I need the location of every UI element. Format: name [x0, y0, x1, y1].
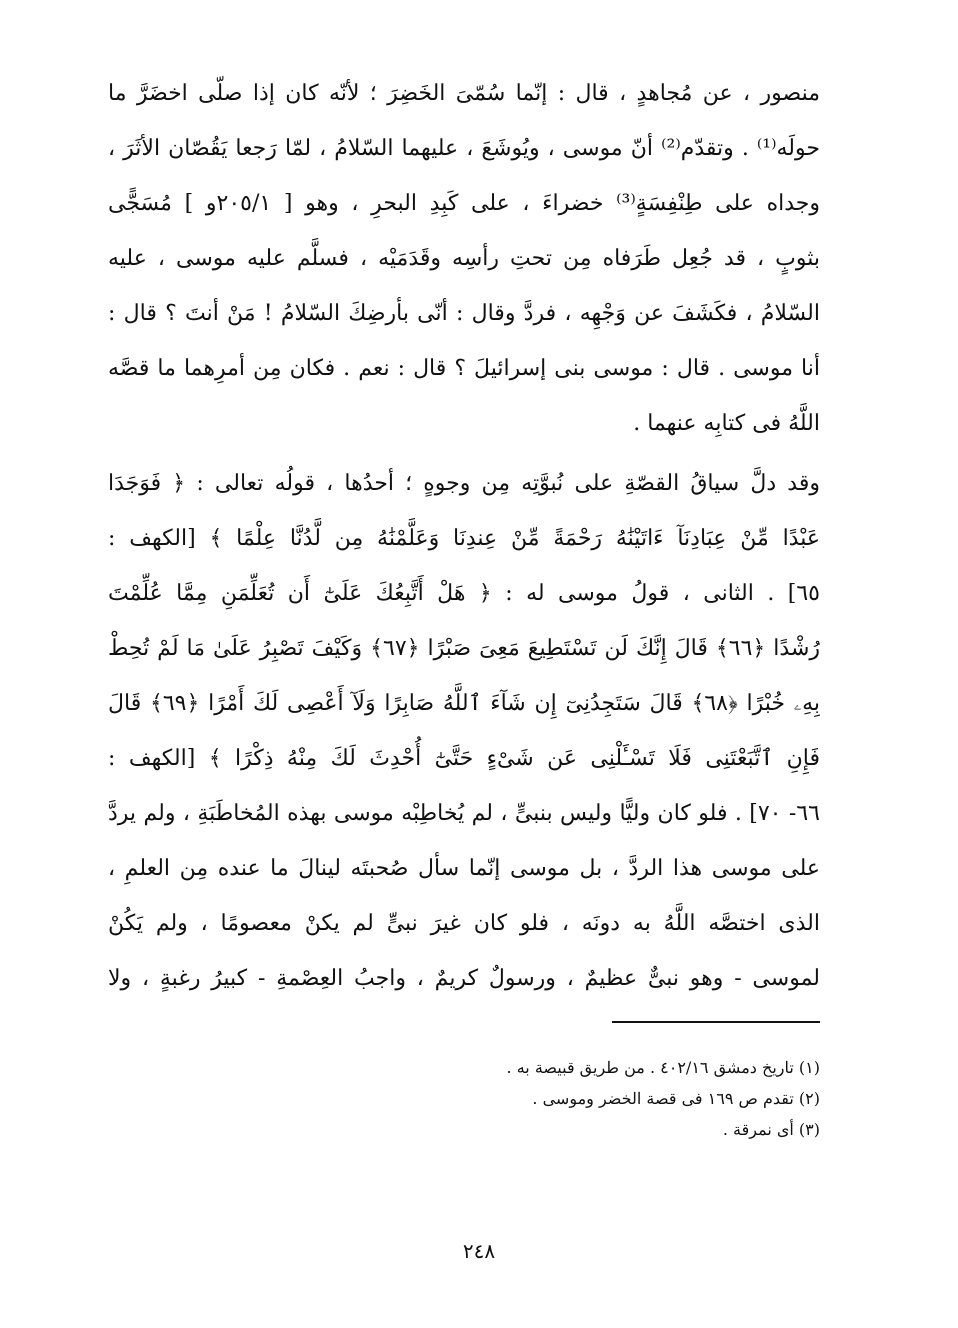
quran-verse-line: رُشْدًا ﴿٦٦﴾ قَالَ إِنَّكَ لَن تَسْتَطِيعَ مَعِىَ صَبْرًا ﴿٦٧﴾ وَكَيْفَ تَصْبِرُ عَلَىٰ مَا لَمْ تُحِطْ: [108, 636, 820, 661]
footnotes: [220, 1052, 820, 1145]
footnote-2: (٢) تقدم ص ١٦٩ فى قصة الخضر وموسى .: [532, 1089, 820, 1108]
paragraph-1: [108, 66, 820, 451]
text-line: وجداه على طِنْفِسَةٍ⁽³⁾ خضراءَ ، على كَبِدِ البحرِ ، وهو [ ٢٠٥/١و ] مُسَجًّى: [108, 191, 820, 216]
footnote-separator: [612, 1021, 820, 1023]
text-line: منصور ، عن مُجاهدٍ ، قال : إنّما سُمّىَ الخَضِرَ ؛ لأنّه كان إذا صلّى اخضَرَّ ما: [108, 81, 820, 106]
page-number: ٢٤٨: [462, 1239, 496, 1263]
text-line: على موسى هذا الردَّ ، بل موسى إنّما سأل صُحبتَه لينالَ ما عنده مِن العلمِ ،: [108, 856, 820, 881]
paragraph-2: [108, 456, 820, 1006]
quran-verse-line: فَإِنِ ٱتَّبَعْتَنِى فَلَا تَسْـَٔلْنِى عَن شَىْءٍ حَتَّىٰٓ أُحْدِثَ لَكَ مِنْهُ ذِكْرًا ﴾ [الكهف :: [108, 746, 820, 771]
text-line: لموسى - وهو نبىٌّ عظيمٌ ، ورسولٌ كريمٌ ، واجبُ العِصْمةِ - كبيرُ رغبةٍ ، ولا: [108, 966, 820, 991]
text-line: وقد دلَّ سياقُ القصّةِ على نُبوَّتِه مِن وجوهٍ ؛ أحدُها ، قولُه تعالى : ﴿ فَوَجَدَا: [108, 471, 820, 496]
text-line: اللَّهُ فى كتابِه عنهما .: [633, 411, 820, 436]
footnote-1: (١) تاريخ دمشق ٤٠٢/١٦ . من طريق قبيصة به .: [506, 1058, 820, 1077]
text-line: الذى اختصَّه اللَّهُ به دونَه ، فلو كان غيرَ نبىٍّ لم يكنْ معصومًا ، ولم يَكُنْ: [108, 911, 820, 936]
text-line: حولَه⁽¹⁾ . وتقدّم⁽²⁾ أنّ موسى ، ويُوشَعَ ، عليهما السّلامُ ، لمّا رَجعا يَقُصّان الأثَرَ ،: [108, 136, 820, 161]
text-line: السّلامُ ، فكَشَفَ عن وَجْهِه ، فردَّ وقال : أنّى بأرضِكَ السّلامُ ! مَنْ أنتَ ؟ قال :: [108, 301, 820, 326]
quran-verse-line: عَبْدًا مِّنْ عِبَادِنَآ ءَاتَيْنَٰهُ رَحْمَةً مِّنْ عِندِنَا وَعَلَّمْنَٰهُ مِن لَّدُنَّا عِلْمًا ﴾ [الكهف :: [108, 526, 820, 551]
text-line: بثوبٍ ، قد جُعِل طَرَفاه مِن تحتِ رأسِه وقَدَمَيْه ، فسلَّم عليه موسى ، عليه: [108, 246, 820, 271]
footnote-3: (٣) أى نمرقة .: [722, 1120, 820, 1139]
quran-verse-line: ٦٥] . الثانى ، قولُ موسى له : ﴿ هَلْ أَتَّبِعُكَ عَلَىٰٓ أَن تُعَلِّمَنِ مِمَّا عُلِّمْتَ: [108, 581, 820, 606]
quran-verse-line: بِهِۦ خُبْرًا ﴿٦٨﴾ قَالَ سَتَجِدُنِىٓ إِن شَآءَ ٱللَّهُ صَابِرًا وَلَآ أَعْصِى لَكَ أَمْرًا ﴿٦٩﴾ قَالَ: [108, 691, 820, 716]
text-line: ٦٦- ٧٠] . فلو كان وليًّا وليس بنبىٍّ ، لم يُخاطِبْه موسى بهذه المُخاطَبَةِ ، ولم يردَّ: [108, 801, 820, 826]
text-line: أنا موسى . قال : موسى بنى إسرائيلَ ؟ قال : نعم . فكان مِن أمرِهما ما قصَّه: [108, 356, 820, 381]
